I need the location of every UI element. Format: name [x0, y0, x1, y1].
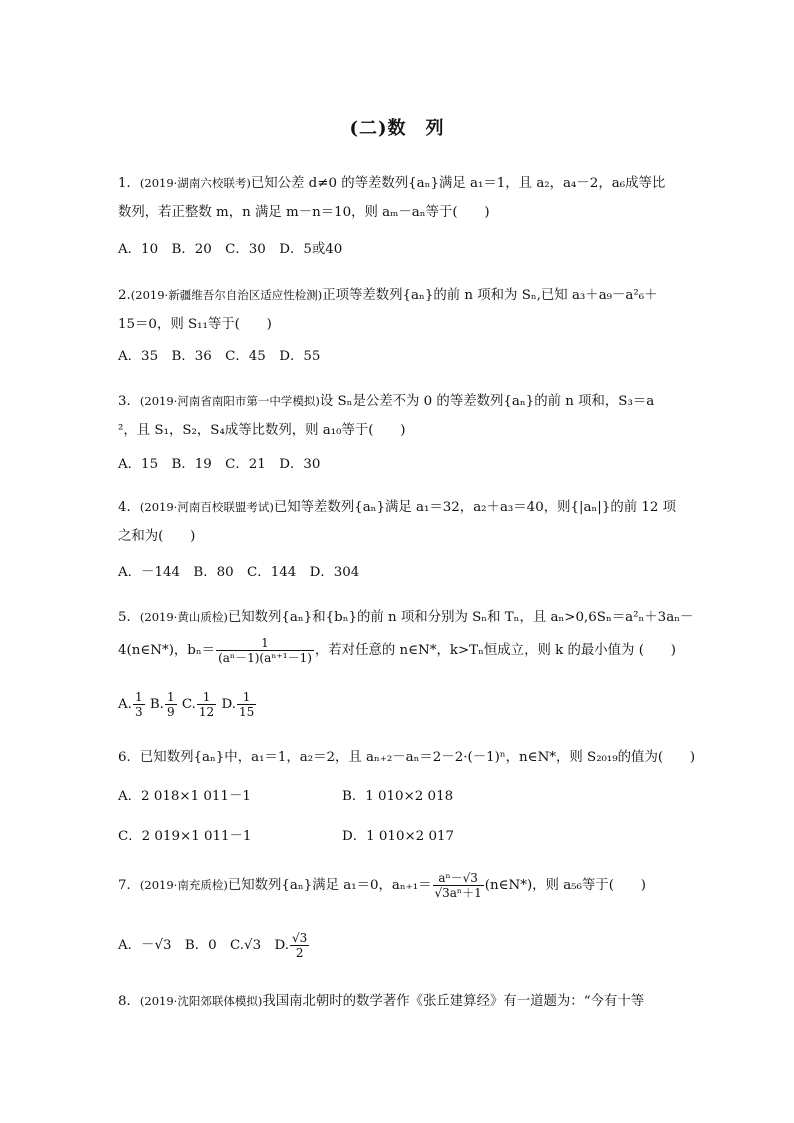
question-2-options: A．35 B．36 C．45 D．55	[118, 349, 321, 364]
fraction-numerator: √3	[292, 931, 308, 945]
fraction-denominator: 9	[166, 705, 175, 719]
question-number: 1．	[118, 176, 140, 191]
question-text: 设 Sₙ是公差不为 0 的等差数列{aₙ}的前 n 项和，S₃＝a	[319, 394, 655, 409]
question-text: ²，且 S₁，S₂，S₄成等比数列，则 a₁₀等于( )	[118, 423, 406, 438]
question-number: 4．	[118, 500, 140, 515]
question-5-options	[118, 690, 257, 719]
fraction-denominator: (aⁿ－1)(aⁿ⁺¹－1)	[218, 651, 312, 665]
question-number: 6．	[118, 750, 140, 765]
question-text: 数列，若正整数 m，n 满足 m－n＝10，则 aₘ－aₙ等于( )	[118, 205, 490, 220]
fraction-numerator: 1	[197, 690, 216, 705]
fraction-numerator: 1	[134, 690, 143, 704]
question-text: 已知数列{aₙ}中，a₁＝1，a₂＝2，且 aₙ₊₂－aₙ＝2－2·(－1)ⁿ，n∈N*，则 S₂₀₁₉的值为( )	[139, 750, 696, 765]
question-number: 8．	[118, 994, 140, 1009]
question-number: 2.	[118, 288, 131, 303]
question-3	[118, 388, 683, 444]
option-c: C．2 019×1 011－1	[118, 829, 252, 844]
fraction	[165, 690, 177, 719]
question-source: (2019·河南百校联盟考试)	[139, 500, 274, 514]
question-text: 我国南北朝时的数学著作《张丘建算经》有一道题为：“今有十等	[262, 994, 645, 1009]
option-label: B.	[149, 697, 164, 712]
question-source: (2019·沈阳郊联体模拟)	[139, 994, 263, 1008]
option-d: D．1 010×2 017	[342, 829, 455, 844]
question-text: 已知数列{aₙ}满足 a₁＝0，aₙ₊₁＝	[227, 878, 432, 893]
question-text: 4(n∈N*)，bₙ＝	[118, 643, 216, 658]
fraction	[433, 871, 484, 900]
question-text: 正项等差数列{aₙ}的前 n 项和为 Sₙ,已知 a₃＋a₉－a²₆＋	[322, 288, 658, 303]
option-label: A.	[118, 697, 132, 712]
question-7-options	[118, 928, 310, 964]
fraction	[197, 690, 216, 719]
question-source: (2019·湖南六校联考)	[139, 176, 251, 190]
question-text: 已知数列{aₙ}和{bₙ}的前 n 项和分别为 Sₙ和 Tₙ，且 aₙ>0,6Sₙ＝a²ₙ＋3aₙ－	[227, 610, 694, 625]
options-text: A．－√3 B．0 C.√3 D.	[118, 938, 290, 953]
question-source: (2019·南充质检)	[139, 878, 228, 892]
page-title: (二)数 列	[349, 118, 445, 139]
fraction-denominator: 12	[198, 705, 215, 719]
fraction-denominator: 3	[134, 705, 143, 719]
fraction	[290, 931, 309, 960]
question-4	[118, 494, 683, 550]
question-4-options: A．－144 B．80 C．144 D．304	[118, 565, 360, 580]
fraction-denominator: 15	[238, 705, 255, 719]
fraction	[133, 690, 145, 719]
fraction-denominator: 2	[295, 946, 304, 960]
question-source: (2019·河南省南阳市第一中学模拟)	[139, 394, 320, 408]
option-label: D.	[221, 697, 236, 712]
fraction-numerator: 1	[237, 690, 256, 705]
question-text: 之和为( )	[118, 529, 196, 544]
question-8	[118, 988, 683, 1014]
question-2	[118, 282, 683, 338]
fraction	[237, 690, 256, 719]
question-1-options: A．10 B．20 C．30 D．5或40	[118, 242, 343, 257]
option-label: C.	[181, 697, 196, 712]
question-number: 5．	[118, 610, 140, 625]
question-1	[118, 170, 683, 226]
fraction-denominator: √3aⁿ＋1	[434, 886, 482, 900]
fraction-numerator: aⁿ－√3	[433, 871, 484, 886]
question-7	[118, 866, 683, 904]
option-b: B．1 010×2 018	[342, 789, 454, 804]
question-number: 3．	[118, 394, 140, 409]
question-5	[118, 604, 694, 668]
question-text: (n∈N*)，则 a₅₆等于( )	[484, 878, 646, 893]
question-3-options: A．15 B．19 C．21 D．30	[118, 457, 321, 472]
question-text: 已知等差数列{aₙ}满足 a₁＝32，a₂＋a₃＝40，则{|aₙ|}的前 12 项	[273, 500, 677, 515]
fraction-numerator: 1	[216, 636, 314, 651]
fraction-numerator: 1	[166, 690, 175, 704]
question-number: 7．	[118, 878, 140, 893]
option-a: A．2 018×1 011－1	[118, 789, 251, 804]
question-source: (2019·黄山质检)	[139, 610, 228, 624]
fraction	[216, 636, 314, 665]
question-text: 15＝0，则 S₁₁等于( )	[118, 317, 272, 332]
question-source: (2019·新疆维吾尔自治区适应性检测)	[130, 288, 323, 302]
question-6	[118, 745, 696, 771]
question-text: 已知公差 d≠0 的等差数列{aₙ}满足 a₁＝1，且 a₂，a₄－2，a₆成等比	[250, 176, 666, 191]
question-text: ，若对任意的 n∈N*，k>Tₙ恒成立，则 k 的最小值为 ( )	[314, 643, 676, 658]
